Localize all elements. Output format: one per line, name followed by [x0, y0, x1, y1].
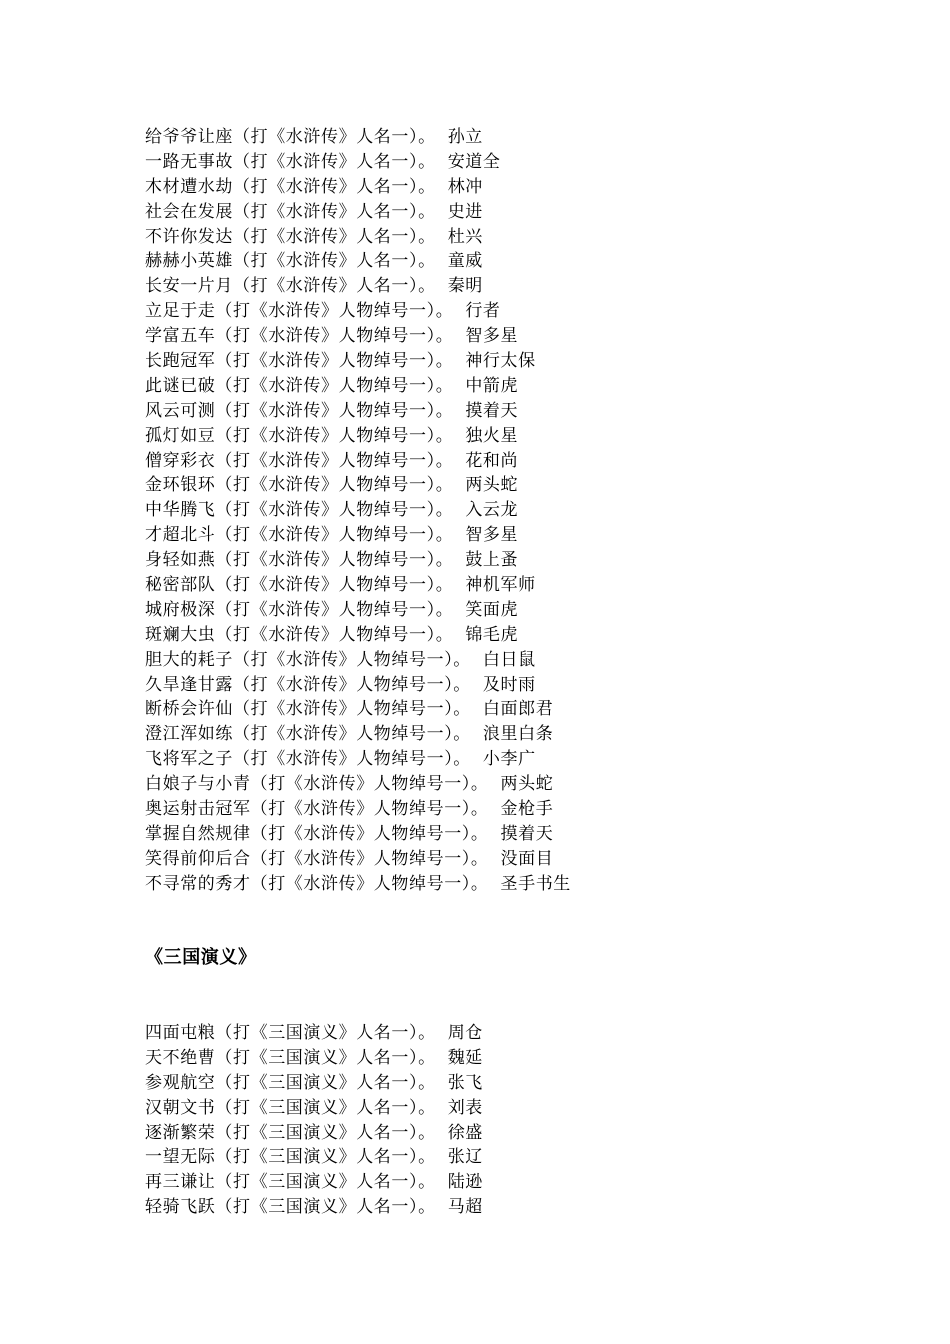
riddle-answer: 两头蛇 [465, 475, 519, 496]
riddle-clue: 给爷爷让座（打《水浒传》人名一）。 [145, 127, 436, 147]
riddle-clue: 参观航空（打《三国演义》人名一）。 [145, 1072, 436, 1093]
riddle-line [145, 1021, 845, 1046]
riddle-answer: 陆逊 [447, 1172, 483, 1193]
riddle-line [145, 623, 845, 648]
riddle-answer: 两头蛇 [500, 774, 554, 795]
riddle-answer: 安道全 [447, 151, 501, 172]
riddle-answer: 智多星 [465, 326, 519, 347]
riddle-answer: 小李广 [482, 749, 536, 770]
riddle-answer: 徐盛 [447, 1122, 483, 1143]
riddle-clue: 中华腾飞（打《水浒传》人物绰号一）。 [145, 500, 454, 521]
riddle-answer: 金枪手 [500, 799, 554, 820]
riddle-answer: 摸着天 [500, 823, 554, 844]
riddle-answer: 入云龙 [465, 500, 519, 521]
riddle-line [145, 573, 845, 598]
riddle-line [145, 225, 845, 250]
riddle-line [145, 150, 845, 175]
riddle-answer: 秦明 [447, 276, 483, 297]
riddle-clue: 社会在发展（打《水浒传》人名一）。 [145, 201, 436, 222]
riddle-answer: 魏延 [447, 1047, 483, 1068]
riddle-line [145, 1046, 845, 1071]
riddle-line [145, 125, 845, 150]
riddle-clue: 轻骑飞跃（打《三国演义》人名一）。 [145, 1197, 436, 1218]
riddle-clue: 立足于走（打《水浒传》人物绰号一）。 [145, 301, 454, 322]
riddle-clue: 风云可测（打《水浒传》人物绰号一）。 [145, 400, 454, 421]
riddle-line [145, 697, 845, 722]
riddle-clue: 城府极深（打《水浒传》人物绰号一）。 [145, 599, 454, 620]
riddle-line [145, 374, 845, 399]
riddle-line [145, 1195, 845, 1220]
riddle-line [145, 249, 845, 274]
riddle-answer: 锦毛虎 [465, 624, 519, 645]
riddle-clue: 不寻常的秀才（打《水浒传》人物绰号一）。 [145, 873, 489, 894]
riddle-answer: 白日鼠 [482, 649, 536, 670]
riddle-clue: 长跑冠军（打《水浒传》人物绰号一）。 [145, 351, 454, 372]
riddle-line [145, 548, 845, 573]
riddle-line [145, 424, 845, 449]
riddle-clue: 一路无事故（打《水浒传》人名一）。 [145, 151, 436, 172]
riddle-clue: 久旱逢甘露（打《水浒传》人物绰号一）。 [145, 674, 471, 695]
riddle-answer: 神行太保 [465, 351, 536, 372]
riddle-answer: 摸着天 [465, 400, 519, 421]
riddle-clue: 四面屯粮（打《三国演义》人名一）。 [145, 1023, 436, 1043]
riddle-line [145, 772, 845, 797]
riddle-clue: 斑斓大虫（打《水浒传》人物绰号一）。 [145, 624, 454, 645]
three-kingdoms-riddle-list [145, 1021, 845, 1220]
riddle-line [145, 299, 845, 324]
riddle-answer: 没面目 [500, 848, 554, 869]
riddle-line [145, 847, 845, 872]
riddle-line [145, 523, 845, 548]
riddle-line [145, 449, 845, 474]
riddle-answer: 马超 [447, 1197, 483, 1218]
riddle-answer: 孙立 [447, 127, 483, 147]
riddle-line [145, 399, 845, 424]
riddle-line [145, 747, 845, 772]
riddle-clue: 此谜已破（打《水浒传》人物绰号一）。 [145, 375, 454, 396]
riddle-answer: 周仓 [447, 1023, 483, 1043]
riddle-clue: 逐渐繁荣（打《三国演义》人名一）。 [145, 1122, 436, 1143]
riddle-clue: 才超北斗（打《水浒传》人物绰号一）。 [145, 525, 454, 546]
riddle-answer: 张飞 [447, 1072, 483, 1093]
riddle-answer: 中箭虎 [465, 375, 519, 396]
riddle-line [145, 822, 845, 847]
riddle-clue: 身轻如燕（打《水浒传》人物绰号一）。 [145, 550, 454, 571]
riddle-answer: 笑面虎 [465, 599, 519, 620]
riddle-answer: 及时雨 [482, 674, 536, 695]
riddle-clue: 笑得前仰后合（打《水浒传》人物绰号一）。 [145, 848, 489, 869]
riddle-line [145, 1170, 845, 1195]
riddle-line [145, 175, 845, 200]
riddle-line [145, 598, 845, 623]
riddle-line [145, 324, 845, 349]
riddle-answer: 浪里白条 [482, 724, 554, 745]
riddle-line [145, 1096, 845, 1121]
riddle-answer: 白面郎君 [482, 699, 554, 720]
riddle-line [145, 349, 845, 374]
riddle-answer: 史进 [447, 201, 483, 222]
riddle-clue: 胆大的耗子（打《水浒传》人物绰号一）。 [145, 649, 471, 670]
riddle-answer: 张辽 [447, 1147, 483, 1168]
riddle-answer: 刘表 [447, 1097, 483, 1118]
riddle-line [145, 1145, 845, 1170]
riddle-answer: 圣手书生 [500, 873, 571, 894]
riddle-clue: 秘密部队（打《水浒传》人物绰号一）。 [145, 575, 454, 596]
riddle-clue: 僧穿彩衣（打《水浒传》人物绰号一）。 [145, 450, 454, 471]
riddle-clue: 再三谦让（打《三国演义》人名一）。 [145, 1172, 436, 1193]
riddle-answer: 智多星 [465, 525, 519, 546]
riddle-clue: 澄江浑如练（打《水浒传》人物绰号一）。 [145, 724, 471, 745]
riddle-answer: 神机军师 [465, 575, 536, 596]
riddle-clue: 断桥会许仙（打《水浒传》人物绰号一）。 [145, 699, 471, 720]
riddle-line [145, 1121, 845, 1146]
riddle-line [145, 473, 845, 498]
riddle-line [145, 498, 845, 523]
riddle-line [145, 274, 845, 299]
riddle-line [145, 673, 845, 698]
water-margin-riddle-list [145, 125, 845, 897]
riddle-answer: 花和尚 [465, 450, 519, 471]
riddle-clue: 汉朝文书（打《三国演义》人名一）。 [145, 1097, 436, 1118]
riddle-answer: 鼓上蚤 [465, 550, 519, 571]
riddle-answer: 杜兴 [447, 226, 483, 247]
riddle-answer: 林冲 [447, 176, 483, 197]
riddle-clue: 奥运射击冠军（打《水浒传》人物绰号一）。 [145, 799, 489, 820]
riddle-line [145, 797, 845, 822]
riddle-clue: 金环银环（打《水浒传》人物绰号一）。 [145, 475, 454, 496]
riddle-clue: 赫赫小英雄（打《水浒传》人名一）。 [145, 251, 436, 272]
riddle-line [145, 1071, 845, 1096]
riddle-clue: 一望无际（打《三国演义》人名一）。 [145, 1147, 436, 1168]
section-heading: 《三国演义》 [145, 947, 257, 968]
riddle-clue: 天不绝曹（打《三国演义》人名一）。 [145, 1047, 436, 1068]
riddle-line [145, 200, 845, 225]
riddle-clue: 学富五车（打《水浒传》人物绰号一）。 [145, 326, 454, 347]
riddle-clue: 木材遭水劫（打《水浒传》人名一）。 [145, 176, 436, 197]
riddle-line [145, 722, 845, 747]
riddle-answer: 独火星 [465, 425, 519, 446]
riddle-line [145, 872, 845, 897]
riddle-answer: 行者 [465, 301, 501, 322]
riddle-clue: 白娘子与小青（打《水浒传》人物绰号一）。 [145, 774, 489, 795]
riddle-clue: 飞将军之子（打《水浒传》人物绰号一）。 [145, 749, 471, 770]
riddle-clue: 长安一片月（打《水浒传》人名一）。 [145, 276, 436, 297]
riddle-clue: 掌握自然规律（打《水浒传》人物绰号一）。 [145, 823, 489, 844]
riddle-clue: 不许你发达（打《水浒传》人名一）。 [145, 226, 436, 247]
riddle-clue: 孤灯如豆（打《水浒传》人物绰号一）。 [145, 425, 454, 446]
riddle-answer: 童威 [447, 251, 483, 272]
riddle-line [145, 648, 845, 673]
